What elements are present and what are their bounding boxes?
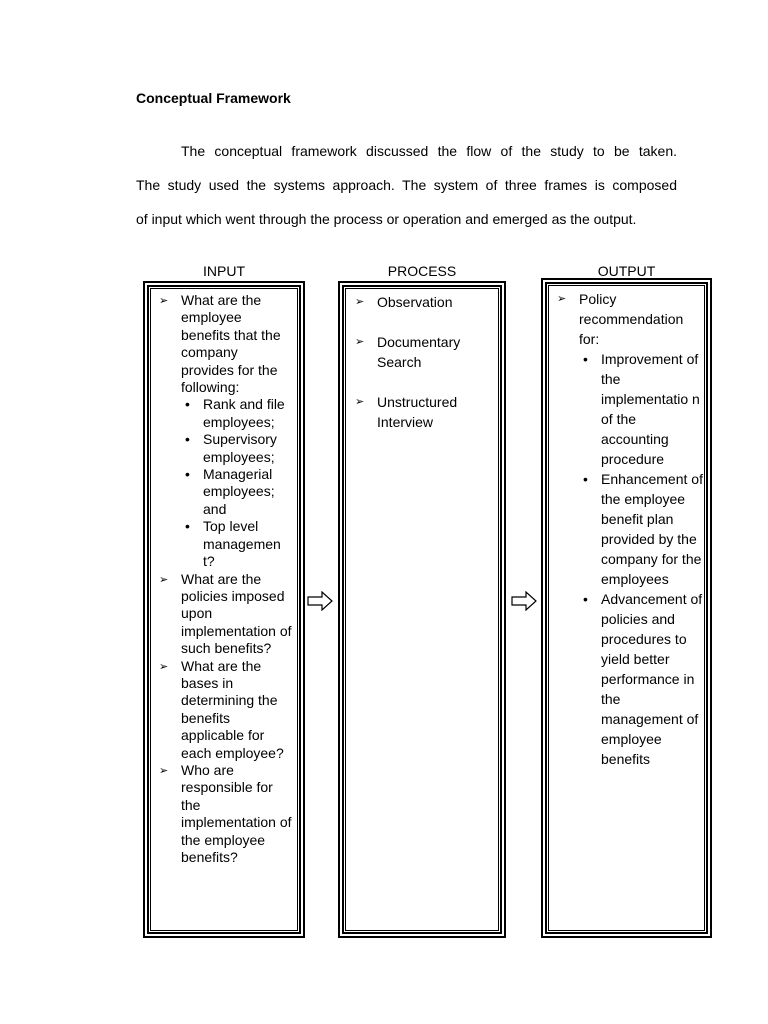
process-column-title: PROCESS	[387, 263, 457, 279]
process-item: ➢ Unstructured Interview	[355, 392, 495, 432]
input-item-text: What are the policies imposed upon implementation of such benefits?	[181, 570, 292, 657]
input-subitem: • Top level managemen t?	[181, 518, 293, 570]
output-subitem: • Enhancement of the employee benefit plan provided by the company for the employees	[579, 469, 703, 589]
input-item	[159, 292, 293, 571]
output-subitem: • Advancement of policies and procedures to yield better performance in the management of employee benefits	[579, 589, 703, 769]
process-item: ➢ Documentary Search	[355, 332, 495, 372]
paragraph-line: The study used the systems approach. The system of three frames is composed	[136, 177, 677, 193]
input-subitem: • Managerial employees; and	[181, 466, 293, 518]
hollow-right-arrow-icon	[307, 591, 333, 611]
intro-paragraph	[136, 134, 677, 236]
output-column-title: OUTPUT	[597, 263, 656, 279]
input-item	[159, 658, 293, 762]
output-item-text: Policy recommendation for:	[579, 291, 684, 347]
output-list	[557, 289, 703, 769]
process-list	[355, 292, 495, 452]
input-item-text: What are the bases in determining the benefits applicable for each employee?	[181, 657, 284, 761]
input-item	[159, 762, 293, 866]
process-item: ➢ Observation	[355, 292, 495, 312]
output-subitem: • Improvement of the implementatio n of the accounting procedure	[579, 349, 703, 469]
input-subitem: • Supervisory employees;	[181, 431, 293, 466]
input-subitem: • Rank and file employees;	[181, 396, 293, 431]
section-heading: Conceptual Framework	[136, 90, 291, 106]
input-item-text: What are the employee benefits that the company provides for the following:	[181, 292, 281, 396]
hollow-right-arrow-icon	[511, 591, 537, 611]
input-list	[159, 292, 293, 866]
input-item-text: Who are responsible for the implementation of the employee benefits?	[181, 761, 292, 865]
input-item	[159, 571, 293, 658]
input-column-title: INPUT	[203, 263, 245, 279]
paragraph-line: of input which went through the process or operation and emerged as the output.	[136, 211, 637, 227]
output-item	[557, 289, 703, 769]
paragraph-line: The conceptual framework discussed the flow of the study to be taken.	[181, 143, 677, 159]
